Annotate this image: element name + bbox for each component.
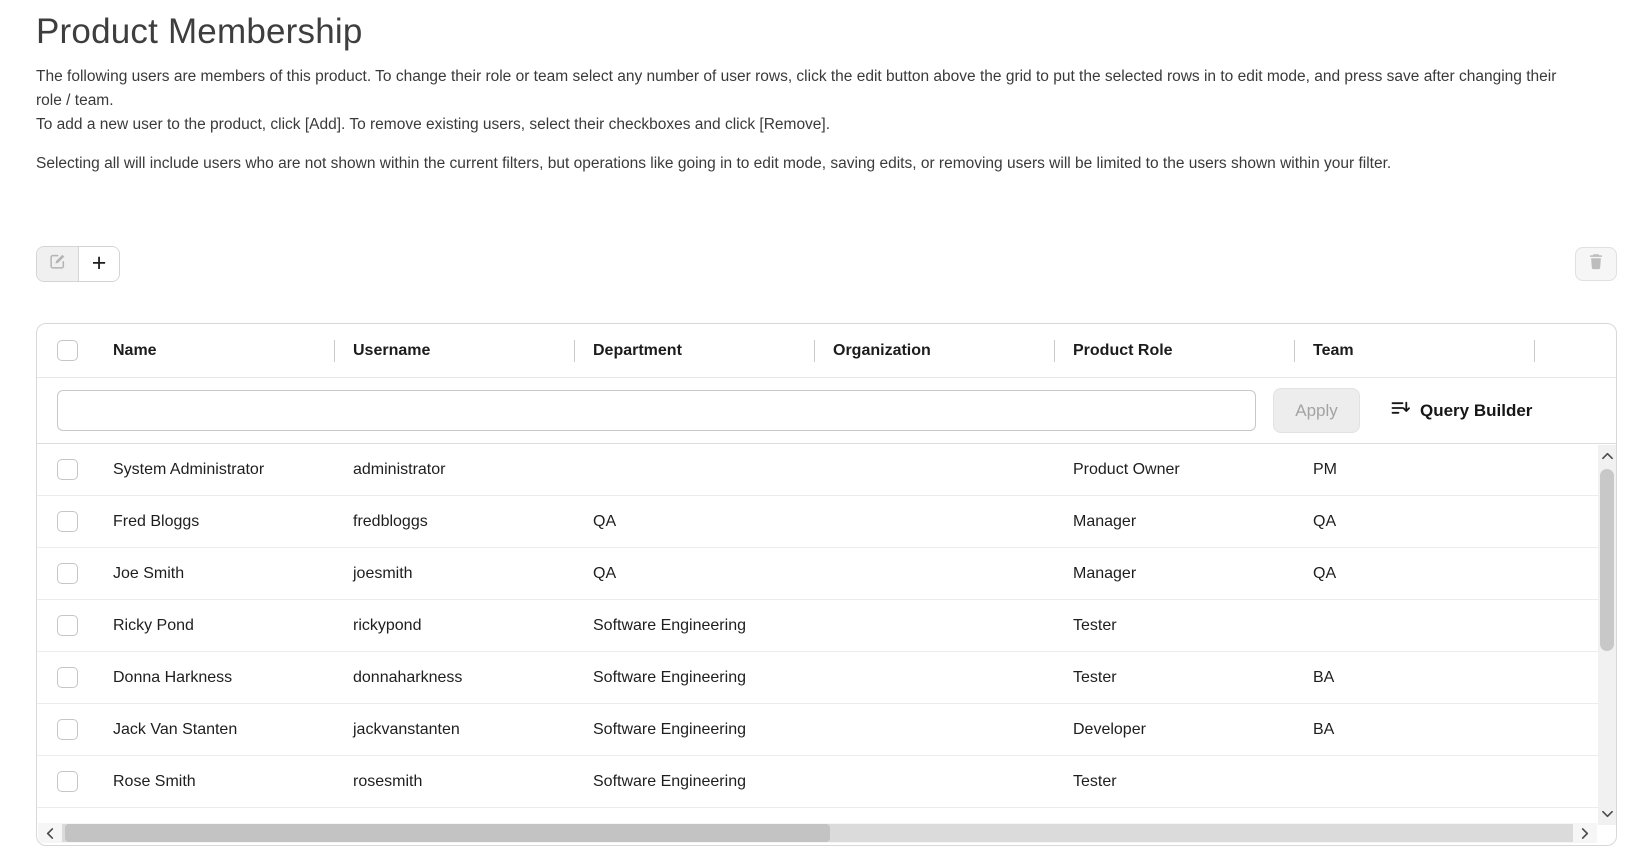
row-checkbox[interactable] [57,667,78,688]
column-separator-tail [1534,340,1535,362]
cell-name: System Administrator [113,460,265,478]
cell-department: Software Engineering [593,616,746,634]
cell-product-role: Manager [1073,512,1137,530]
cell-username: rickypond [353,616,422,634]
column-header-label: Product Role [1073,341,1173,359]
row-checkbox[interactable] [57,459,78,480]
vertical-scroll-thumb[interactable] [1600,469,1614,651]
cell-username: donnaharkness [353,668,463,686]
row-checkbox[interactable] [57,719,78,740]
cell-team: QA [1313,564,1337,582]
cell-product-role: Manager [1073,564,1137,582]
table-row [37,704,1598,756]
query-builder-button[interactable] [1390,398,1532,423]
product-membership-page [0,12,1633,846]
row-checkbox-cell [37,615,113,636]
cell-name: Jack Van Stanten [113,720,238,738]
cell-name: Donna Harkness [113,668,233,686]
description-line-2: To add a new user to the product, click [Add]. To remove existing users, select their checkboxes and click [Remove]. [36,116,831,133]
table-row [37,548,1598,600]
horizontal-scrollbar[interactable] [38,823,1597,843]
apply-button[interactable]: Apply [1273,388,1360,433]
page-description [36,65,1560,137]
row-checkbox-cell [37,667,113,688]
trash-icon [1588,253,1604,275]
add-button[interactable] [78,247,119,281]
cell-team: QA [1313,512,1337,530]
edit-button[interactable] [37,247,78,281]
column-header-team[interactable] [1294,324,1534,377]
cell-username: jackvanstanten [353,720,460,738]
column-header-label: Username [353,341,431,359]
select-all-checkbox[interactable] [57,340,78,361]
query-builder-label: Query Builder [1420,400,1533,420]
column-header-label: Organization [833,341,931,359]
scroll-up-icon[interactable] [1598,447,1616,465]
cell-name: Fred Bloggs [113,512,200,530]
cell-username: joesmith [353,564,413,582]
column-header-name[interactable] [113,324,334,377]
grid-body [37,444,1616,808]
cell-department: Software Engineering [593,772,746,790]
membership-grid [36,323,1617,846]
cell-team: BA [1313,720,1335,738]
cell-department: Software Engineering [593,720,746,738]
cell-name: Rose Smith [113,772,196,790]
vertical-scrollbar[interactable] [1598,445,1616,825]
cell-product-role: Developer [1073,720,1146,738]
cell-department: QA [593,512,617,530]
cell-name: Ricky Pond [113,616,194,634]
cell-product-role: Tester [1073,616,1117,634]
plus-icon: + [91,248,107,277]
remove-button[interactable] [1575,247,1617,281]
cell-team: BA [1313,668,1335,686]
column-separator [334,340,335,362]
column-header-label: Team [1313,341,1354,359]
row-checkbox[interactable] [57,563,78,584]
row-checkbox[interactable] [57,511,78,532]
column-separator [574,340,575,362]
table-row [37,756,1598,808]
description-line-1: The following users are members of this product. To change their role or team select any number of user rows, click the edit button above the grid to put the selected rows in to edit mode, and press save after changing their role / team. [36,68,1557,109]
row-checkbox-cell [37,719,113,740]
cell-username: rosesmith [353,772,423,790]
column-header-label: Name [113,341,157,359]
row-checkbox[interactable] [57,615,78,636]
column-header-product-role[interactable] [1054,324,1294,377]
column-separator [1294,340,1295,362]
grid-toolbar [36,246,1617,282]
column-separator [814,340,815,362]
description-line-3: Selecting all will include users who are not shown within the current filters, but operations like going in to edit mode, saving edits, or removing users will be limited to the users shown within your filter. [36,155,1392,172]
column-header-organization[interactable] [814,324,1054,377]
cell-product-role: Tester [1073,772,1117,790]
row-checkbox-cell [37,511,113,532]
column-header-username[interactable] [334,324,574,377]
cell-username: fredbloggs [353,512,428,530]
row-checkbox[interactable] [57,771,78,792]
scroll-down-icon[interactable] [1598,805,1616,823]
page-title: Product Membership [36,12,363,51]
edit-add-button-group [36,246,120,282]
cell-name: Joe Smith [113,564,185,582]
table-row [37,600,1598,652]
row-checkbox-cell [37,771,113,792]
row-checkbox-cell [37,459,113,480]
scroll-left-icon[interactable] [38,823,62,843]
cell-team: PM [1313,460,1337,478]
query-builder-icon [1390,398,1410,423]
row-checkbox-cell [37,563,113,584]
column-header-department[interactable] [574,324,814,377]
filter-input[interactable] [57,390,1256,431]
column-header-label: Department [593,341,682,359]
select-all-cell [37,340,113,361]
horizontal-scroll-thumb[interactable] [65,824,830,842]
cell-product-role: Product Owner [1073,460,1180,478]
scroll-right-icon[interactable] [1573,823,1597,843]
pencil-square-icon [49,253,66,275]
cell-username: administrator [353,460,446,478]
table-row [37,652,1598,704]
grid-header-row [37,324,1616,378]
cell-department: QA [593,564,617,582]
column-separator [1054,340,1055,362]
table-row [37,444,1598,496]
cell-department: Software Engineering [593,668,746,686]
cell-product-role: Tester [1073,668,1117,686]
grid-filter-row [37,378,1616,444]
horizontal-scroll-track[interactable] [62,824,1573,842]
table-row [37,496,1598,548]
